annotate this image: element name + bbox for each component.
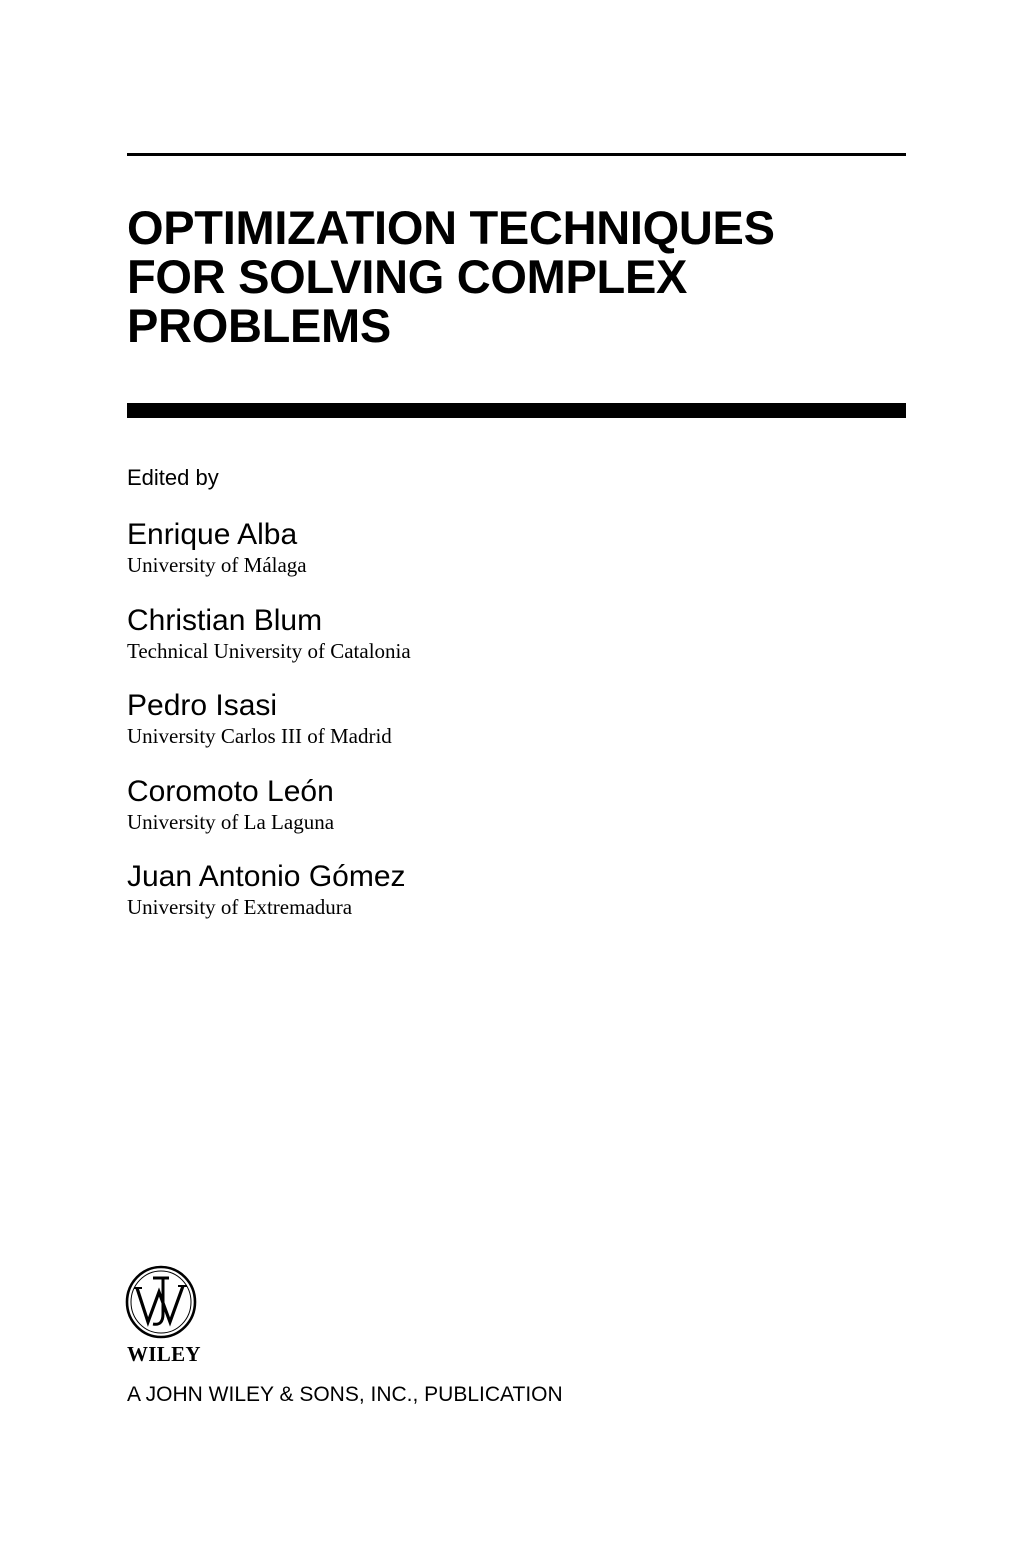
book-title [127, 203, 907, 350]
editor-name: Juan Antonio Gómez [127, 860, 406, 893]
top-rule [127, 153, 906, 156]
editor-name: Pedro Isasi [127, 689, 278, 722]
editor-entry [127, 774, 827, 860]
editor-entry [127, 517, 827, 603]
book-title-line-3: PROBLEMS [127, 299, 391, 352]
editor-entry [127, 603, 827, 689]
wiley-logo-text: WILEY [127, 1342, 201, 1366]
editor-name: Christian Blum [127, 603, 323, 637]
editor-list [127, 517, 827, 945]
title-rule [127, 403, 906, 418]
editor-name: Enrique Alba [127, 518, 298, 551]
editor-name: Coromoto León [127, 774, 334, 808]
editor-affiliation: University of La Laguna [127, 809, 335, 834]
editor-entry [127, 688, 827, 774]
edited-by-label: Edited by [127, 465, 219, 490]
book-title-line-1: OPTIMIZATION TECHNIQUES [127, 201, 775, 254]
editor-affiliation: University Carlos III of Madrid [127, 724, 392, 748]
editor-affiliation: University of Extremadura [127, 895, 353, 919]
editor-affiliation: University of Málaga [127, 553, 307, 577]
book-title-line-2: FOR SOLVING COMPLEX [127, 250, 688, 303]
editor-affiliation: Technical University of Catalonia [127, 638, 411, 663]
editor-entry [127, 859, 827, 945]
publisher-line: A JOHN WILEY & SONS, INC., PUBLICATION [127, 1383, 563, 1406]
